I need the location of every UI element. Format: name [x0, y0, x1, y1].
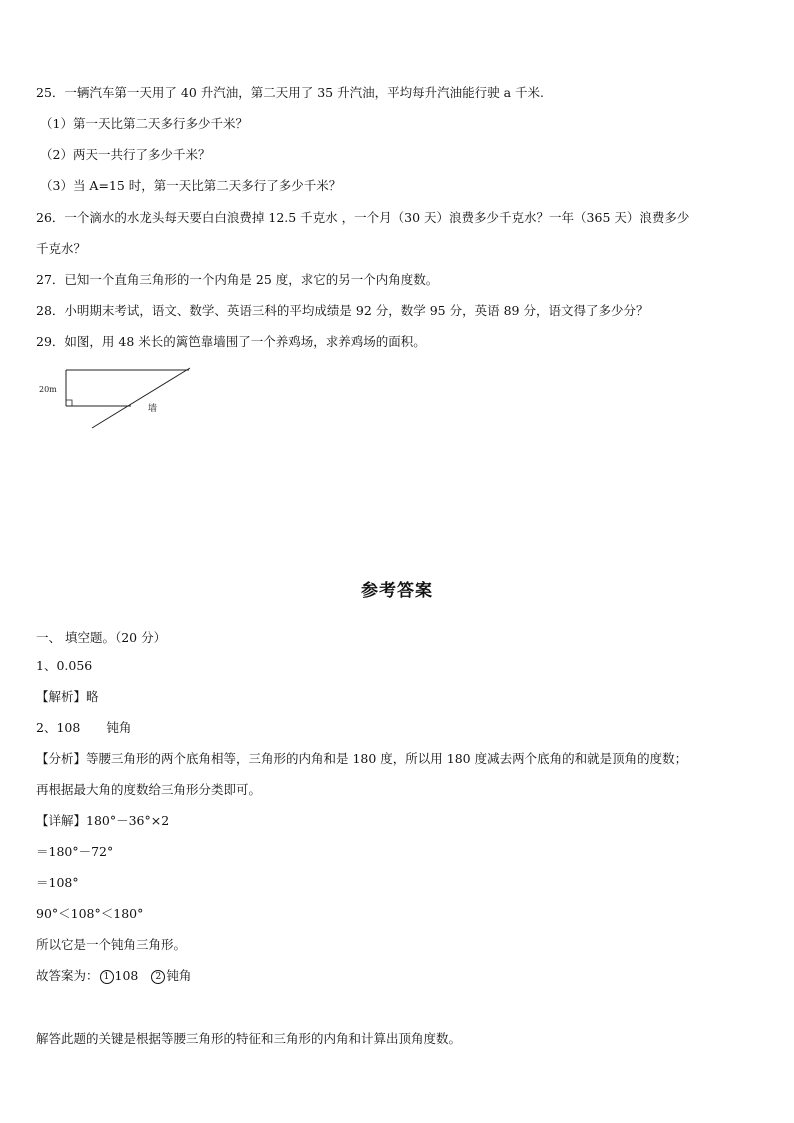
answer-2-analysis-line-2: 再根据最大角的度数给三角形分类即可。 — [36, 782, 262, 797]
answer-2-conclusion: 所以它是一个钝角三角形。 — [36, 937, 187, 952]
question-25-part-2: （2）两天一共行了多少千米？ — [40, 147, 211, 162]
question-26-line-1: 26．一个滴水的水龙头每天要白白浪费掉 12.5 千克水 ，一个月（30 天）浪费多少千克水？一年（365 天）浪费多少 — [36, 210, 690, 225]
answer-1-analysis: 【解析】略 — [36, 689, 99, 704]
answer-2-detail: 【详解】180°－36°×2 — [36, 813, 170, 828]
answer-2-final-value-2: 钝角 — [166, 968, 192, 983]
answer-2-final — [36, 967, 191, 985]
section-heading: 一、 填空题。（20 分） — [36, 630, 167, 645]
wall-label: 墙 — [148, 404, 158, 414]
answer-2-word: 钝角 — [106, 720, 132, 735]
answer-key-title: 参考答案 — [361, 581, 433, 601]
answer-2-key-point: 解答此题的关键是根据等腰三角形的特征和三角形的内角和计算出顶角度数。 — [36, 1031, 462, 1046]
question-25-part-1: （1）第一天比第二天多行多少千米？ — [40, 116, 248, 131]
question-25-part-3: （3）当 A=15 时，第一天比第二天多行了多少千米？ — [40, 178, 342, 193]
answer-1: 1、0.056 — [36, 658, 93, 673]
answer-2-step-1: ＝180°－72° — [36, 844, 114, 859]
question-29: 29．如图，用 48 米长的篱笆靠墙围了一个养鸡场，求养鸡场的面积。 — [36, 334, 426, 349]
answer-2-final-prefix: 故答案为： — [36, 968, 99, 983]
question-28: 28．小明期末考试，语文、数学、英语三科的平均成绩是 92 分，数学 95 分，英语 89 分，语文得了多少分？ — [36, 303, 649, 318]
side-length-label: 20m — [39, 385, 57, 394]
answer-2-number: 2、108 — [36, 720, 81, 735]
wall-line — [92, 368, 190, 428]
answer-2 — [36, 719, 131, 737]
question-26-line-2: 千克水？ — [36, 241, 87, 256]
right-angle-mark — [66, 400, 72, 406]
circled-number-2: 2 — [151, 970, 165, 984]
answer-2-final-value-1: 108 — [114, 968, 139, 983]
answer-2-step-2: ＝108° — [36, 875, 79, 890]
question-27: 27．已知一个直角三角形的一个内角是 25 度，求它的另一个内角度数。 — [36, 272, 439, 287]
question-25: 25．一辆汽车第一天用了 40 升汽油，第二天用了 35 升汽油，平均每升汽油能行驶 a 千米. — [36, 85, 544, 100]
answer-2-analysis-line-1: 【分析】等腰三角形的两个底角相等，三角形的内角和是 180 度，所以用 180 度减去两个底角的和就是顶角的度数； — [36, 751, 688, 766]
chicken-coop-figure — [38, 364, 198, 434]
answer-2-comparison: 90°＜108°＜180° — [36, 906, 144, 921]
circled-number-1: 1 — [100, 970, 114, 984]
